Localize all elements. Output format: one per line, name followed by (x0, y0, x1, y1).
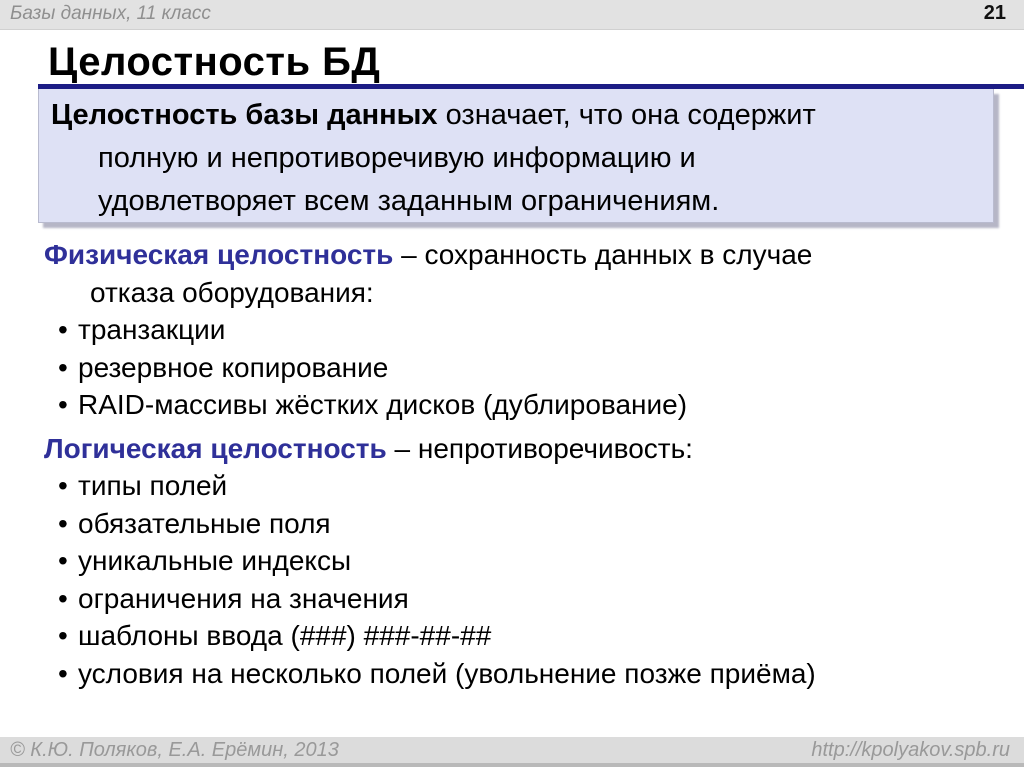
definition-line-1 (51, 94, 983, 137)
section-physical-integrity (0, 236, 1024, 424)
bullet-item: • RAID-массивы жёстких дисков (дублирование) (0, 386, 1024, 424)
definition-line-2: полную и непротиворечивую информацию и (98, 142, 696, 174)
footer-url-link[interactable]: http://kpolyakov.spb.ru (811, 739, 1010, 761)
page-number: 21 (983, 2, 1006, 24)
definition-term: Целостность базы данных (51, 99, 438, 131)
bullet-item: • типы полей (0, 467, 1024, 505)
bullet-item: • обязательные поля (0, 505, 1024, 543)
footer-bar (0, 737, 1024, 767)
definition-box (38, 89, 994, 223)
course-title: Базы данных, 11 класс (10, 3, 211, 24)
slide-title: Целостность БД (48, 40, 381, 84)
section-heading-rest: – сохранность данных в случае (393, 239, 813, 270)
bullet-item: • резервное копирование (0, 349, 1024, 387)
section-heading: Логическая целостность (44, 432, 387, 464)
bullet-item: • ограничения на значения (0, 580, 1024, 618)
section-logical-integrity (0, 430, 1024, 693)
section-heading-line (0, 430, 1024, 468)
bullet-item: • шаблоны ввода (###) ###-##-## (0, 617, 1024, 655)
bullet-item: • условия на несколько полей (увольнение позже приёма) (0, 655, 1024, 693)
section-heading: Физическая целостность (44, 239, 394, 270)
definition-line-3: удовлетворяет всем заданным ограничениям. (98, 185, 720, 217)
bullet-item: • уникальные индексы (0, 542, 1024, 580)
definition-line-1-rest: означает, что она содержит (437, 99, 816, 131)
footer-copyright: © К.Ю. Поляков, Е.А. Ерёмин, 2013 (10, 739, 339, 761)
section-heading-continuation: отказа оборудования: (90, 276, 374, 308)
section-heading-rest: – непротиворечивость: (386, 432, 693, 464)
slide-body (0, 236, 1024, 692)
header-bar (0, 0, 1024, 30)
section-heading-line (0, 236, 1024, 274)
bullet-item: • транзакции (0, 311, 1024, 349)
